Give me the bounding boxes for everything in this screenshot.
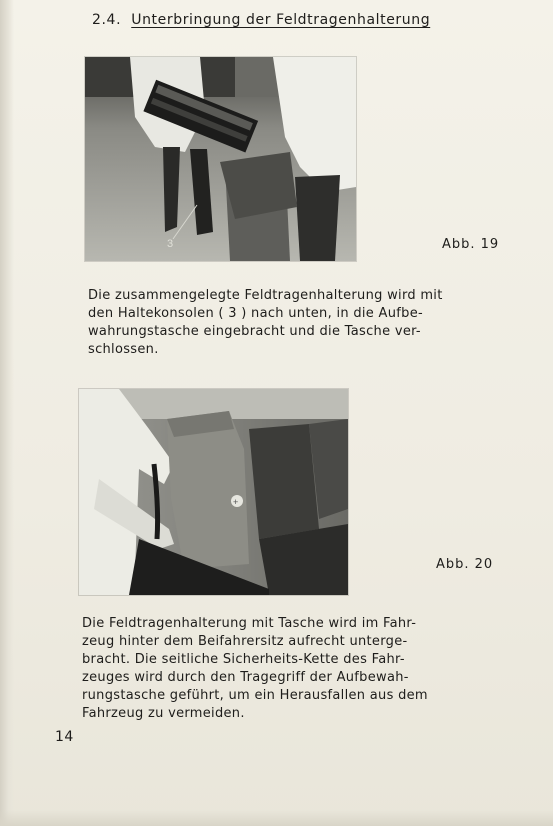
caption-line: zeug hinter dem Beifahrersitz aufrecht unterge-: [82, 634, 408, 649]
caption-line: Die zusammengelegte Feldtragenhalterung wird mit: [88, 288, 443, 303]
svg-text:+: +: [233, 497, 239, 507]
page-binding-shadow: [0, 0, 14, 826]
caption-line: rungstasche geführt, um ein Herausfallen aus dem: [82, 688, 428, 703]
section-title: Unterbringung der Feldtragenhalterung: [131, 12, 431, 28]
caption-line: wahrungstasche eingebracht und die Tasche ver-: [88, 324, 421, 339]
page-number: 14: [55, 729, 74, 745]
caption-line: Fahrzeug zu vermeiden.: [82, 706, 245, 721]
caption-line: zeuges wird durch den Tragegriff der Aufbewah-: [82, 670, 409, 685]
figure-19-label: Abb. 19: [442, 237, 500, 252]
figure-20-label: Abb. 20: [436, 557, 494, 572]
section-number: 2.4.: [92, 12, 122, 28]
page-bottom-shadow: [0, 810, 553, 826]
figure-20-caption: [82, 615, 428, 723]
figure-19-caption: [88, 287, 443, 359]
photo-reference-marker: 3: [167, 238, 174, 250]
caption-line: schlossen.: [88, 342, 159, 357]
figure-19-photo: [85, 57, 356, 261]
caption-line: den Haltekonsolen ( 3 ) nach unten, in die Aufbe-: [88, 306, 423, 321]
caption-line: bracht. Die seitliche Sicherheits-Kette des Fahr-: [82, 652, 405, 667]
figure-20-photo: [79, 389, 348, 595]
caption-line: Die Feldtragenhalterung mit Tasche wird im Fahr-: [82, 616, 417, 631]
section-heading: [92, 12, 430, 28]
